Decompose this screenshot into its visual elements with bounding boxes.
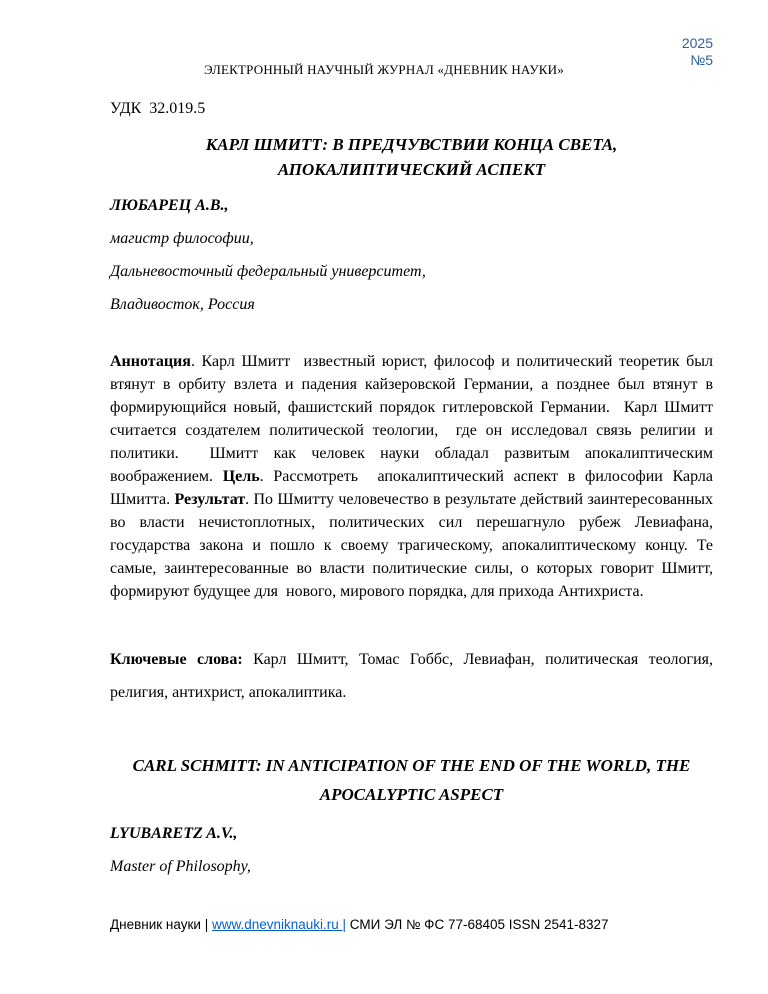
author-name-ru: ЛЮБАРЕЦ А.В., [110, 197, 229, 214]
author-degree-en: Master of Philosophy, [110, 858, 251, 875]
article-title-en [110, 751, 713, 809]
article-title-en-line2: APOCALYPTIC ASPECT [319, 785, 504, 804]
footer-registration-info: СМИ ЭЛ № ФС 77-68405 ISSN 2541-8327 [346, 917, 609, 932]
author-name-en: LYUBARETZ A.V., [110, 825, 238, 842]
page-footer [110, 916, 609, 933]
keywords-text: Карл Шмитт, Томас Гоббс, Левиафан, политическая теология, религия, антихрист, апокалиптика. [110, 651, 717, 701]
issue-block [682, 35, 713, 69]
abstract-paragraph [110, 350, 718, 603]
abstract-goal-label: Цель [222, 468, 260, 485]
journal-issue-number: №5 [690, 52, 713, 68]
abstract-label: Аннотация [110, 353, 191, 370]
article-title-ru-line2: АПОКАЛИПТИЧЕСКИЙ АСПЕКТ [277, 160, 546, 179]
keywords-paragraph [110, 643, 717, 709]
footer-journal-name: Дневник науки | [110, 917, 212, 932]
article-title-ru [110, 132, 713, 182]
journal-site-link[interactable]: www.dnevniknauki.ru | [211, 917, 347, 932]
author-degree-ru: магистр философии, [110, 230, 254, 247]
abstract-text-1: . Карл Шмитт известный юрист, философ и политический теоретик был втянут в орбиту взлета и падения кайзеровской Германии, а позднее был втянут в формирующийся новый, фашистский порядок гитлеровской Германии. Карл Шмитт считается создателем политической теологии, где он исследовал связь религии и политики. Шмитт как человек науки обладал развитым апокалиптическим воображением. [110, 353, 717, 485]
byline-ru [110, 196, 713, 314]
abstract-text-3: . По Шмитту человечество в результате действий заинтересованных во власти нечистоплотных, политических сил перешагнуло рубеж Левиафана, государства закона и пошло к своему трагическому, апокалиптическому концу. Те самые, заинтересованные во власти политические силы, о которых говорит Шмитт, формируют будущее для нового, мирового порядка, для прихода Антихриста. [110, 491, 717, 600]
article-body [0, 99, 768, 876]
abstract-result-label: Результат [174, 491, 246, 508]
udc-code: УДК 32.019.5 [110, 100, 206, 117]
article-title-en-line1: CARL SCHMITT: IN ANTICIPATION OF THE END OF THE WORLD, THE [132, 756, 691, 775]
article-title-ru-line1: КАРЛ ШМИТТ: В ПРЕДЧУВСТВИИ КОНЦА СВЕТА, [205, 135, 618, 154]
abstract-text-2: . Рассмотреть апокалиптический аспект в философии Карла Шмитта. [110, 468, 718, 508]
journal-year: 2025 [681, 35, 713, 51]
byline-en [110, 824, 713, 876]
author-affiliation-ru: Дальневосточный федеральный университет, [110, 263, 426, 280]
keywords-label: Ключевые слова: [110, 651, 243, 668]
author-city-ru: Владивосток, Россия [110, 296, 255, 313]
journal-header: ЭЛЕКТРОННЫЙ НАУЧНЫЙ ЖУРНАЛ «ДНЕВНИК НАУКИ» [204, 62, 564, 77]
